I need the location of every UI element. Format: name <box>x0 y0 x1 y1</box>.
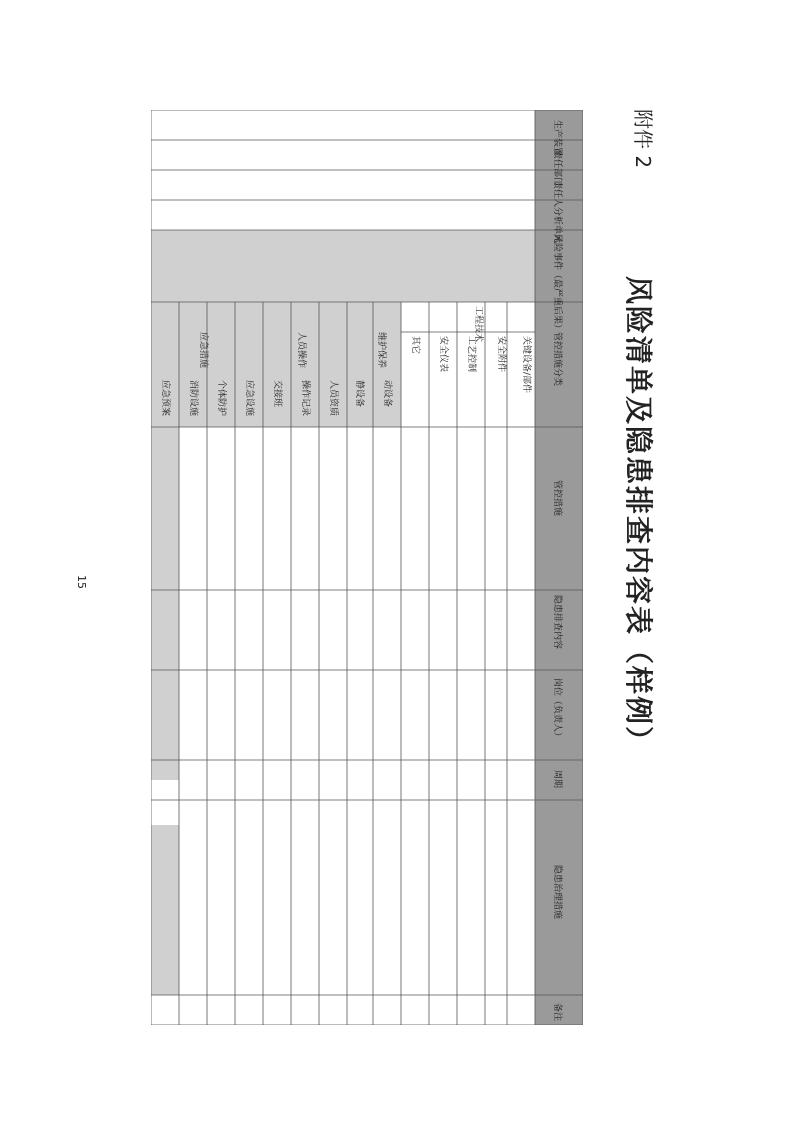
cat-operation-records: 操作记录 <box>300 380 310 417</box>
cat-process-control: 工艺控制 <box>466 336 476 373</box>
group-emergency: 应急措施 <box>198 332 208 369</box>
emergency-remark-shade <box>151 825 179 995</box>
header-responsible-person: 责任人 <box>552 180 562 208</box>
header-analysis-unit: 分析单元 <box>552 207 562 244</box>
cat-dynamic-equipment: 动设备 <box>382 380 392 408</box>
cat-key-parts: 关键设备/部件 <box>521 336 531 394</box>
risk-table <box>151 110 583 1025</box>
header-remediation: 隐患治理措施 <box>552 865 562 920</box>
header-control-measures: 管控措施 <box>552 480 562 517</box>
annex-label: 附件 2 <box>631 109 655 169</box>
cat-emergency-facilities: 应急设施 <box>244 380 254 417</box>
cat-static-equipment: 静设备 <box>354 380 364 408</box>
cat-other: 其它 <box>410 336 420 355</box>
cat-fire-facilities: 消防设施 <box>188 380 198 417</box>
header-remarks: 备注 <box>552 1003 562 1022</box>
header-production-unit: 生产装置 <box>552 120 562 157</box>
page-number: 15 <box>75 575 88 589</box>
cat-emergency-plan: 应急预案 <box>160 380 170 417</box>
cat-personal-protection: 个体防护 <box>216 380 226 417</box>
cat-safety-instruments: 安全仪表 <box>438 336 448 373</box>
page-title: 风险清单及隐患排查内容表（样例） <box>622 276 655 757</box>
cat-safety-parts: 安全附件 <box>496 336 506 373</box>
group-personnel: 人员操作 <box>296 332 306 369</box>
header-cycle: 周期 <box>552 770 562 789</box>
header-risk-event: 风险事件（最严重后果） <box>552 234 562 334</box>
cat-personnel-qualification: 人员资质 <box>328 380 338 417</box>
header-post: 岗位（负责人） <box>552 678 562 742</box>
risk-event-shade <box>151 230 535 302</box>
group-engineering: 工程技术 <box>473 306 483 343</box>
group-maintenance: 维护保养 <box>376 332 386 369</box>
header-inspection-content: 隐患排查内容 <box>552 595 562 650</box>
header-control-category: 管控措施分类 <box>552 332 562 387</box>
cat-shift-handover: 交接班 <box>272 380 282 408</box>
header-responsible-dept: 责任部门 <box>552 150 562 187</box>
